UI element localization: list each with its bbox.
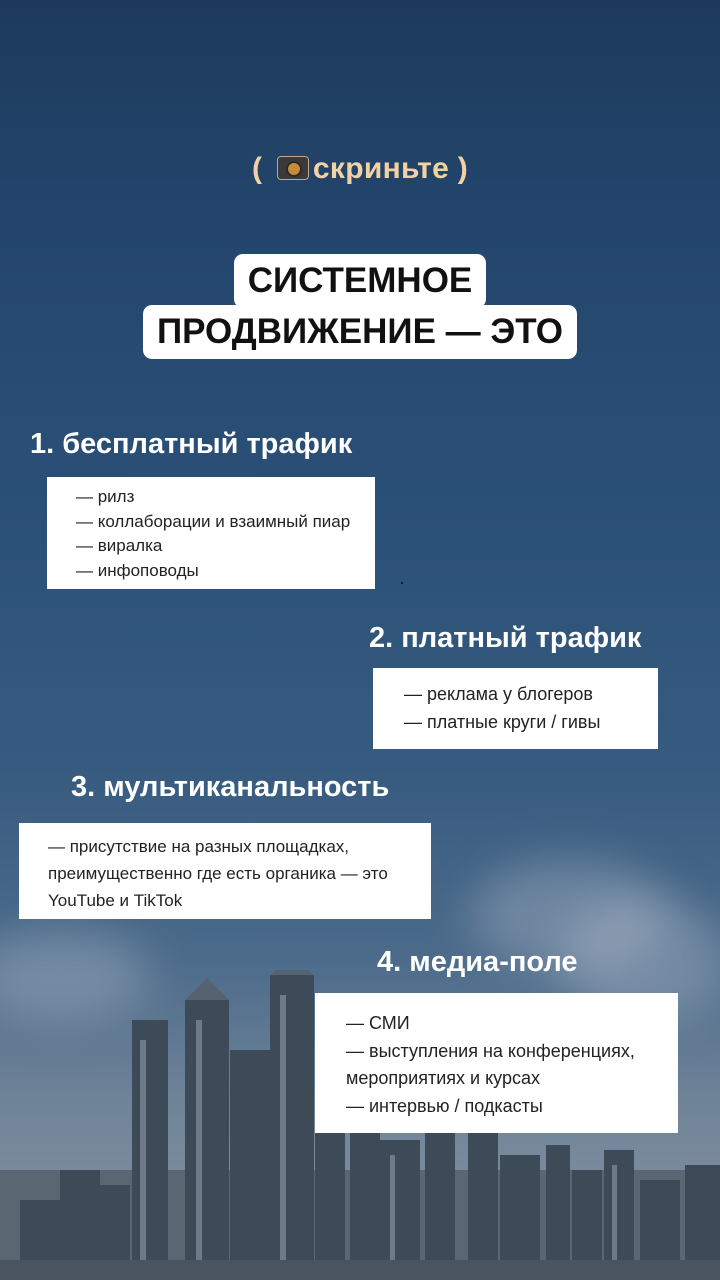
list-item: — рилз [76, 487, 135, 506]
tag-open: ( [251, 152, 263, 185]
section-heading: 2. платный трафик [369, 622, 642, 654]
section-heading: 4. медиа-поле [377, 946, 578, 978]
dot-decor [401, 582, 403, 584]
list-item: YouTube и TikTok [48, 891, 183, 910]
camera-flash-icon [277, 156, 309, 180]
list-item: — виралка [76, 536, 163, 555]
list-item: — инфоповоды [76, 560, 199, 580]
title-line-2: ПРОДВИЖЕНИЕ — ЭТО [143, 305, 577, 359]
screenshot-hint [0, 152, 720, 186]
title-line-1: СИСТЕМНОЕ [234, 254, 487, 308]
section-heading: 1. бесплатный трафик [30, 428, 353, 460]
list-item: — выступления на конференциях, [346, 1040, 635, 1061]
section-list [19, 823, 431, 919]
list-item: — СМИ [346, 1013, 410, 1033]
list-item: мероприятиях и курсах [346, 1068, 540, 1088]
section-list [47, 477, 375, 589]
tag-close: ) [457, 152, 469, 185]
tag-text: скриньте [312, 152, 450, 185]
list-item: — интервью / подкасты [346, 1095, 543, 1116]
list-item: — коллаборации и взаимный пиар [76, 511, 351, 531]
list-item: преимущественно где есть органика — это [48, 864, 388, 883]
section-list [373, 668, 658, 749]
page-title-2 [0, 305, 720, 359]
list-item: — присутствие на разных площадках, [48, 837, 349, 856]
section-heading: 3. мультиканальность [71, 771, 390, 803]
list-item: — платные круги / гивы [404, 712, 601, 732]
page-title [0, 254, 720, 308]
list-item: — реклама у блогеров [404, 684, 593, 704]
section-list [315, 993, 678, 1133]
